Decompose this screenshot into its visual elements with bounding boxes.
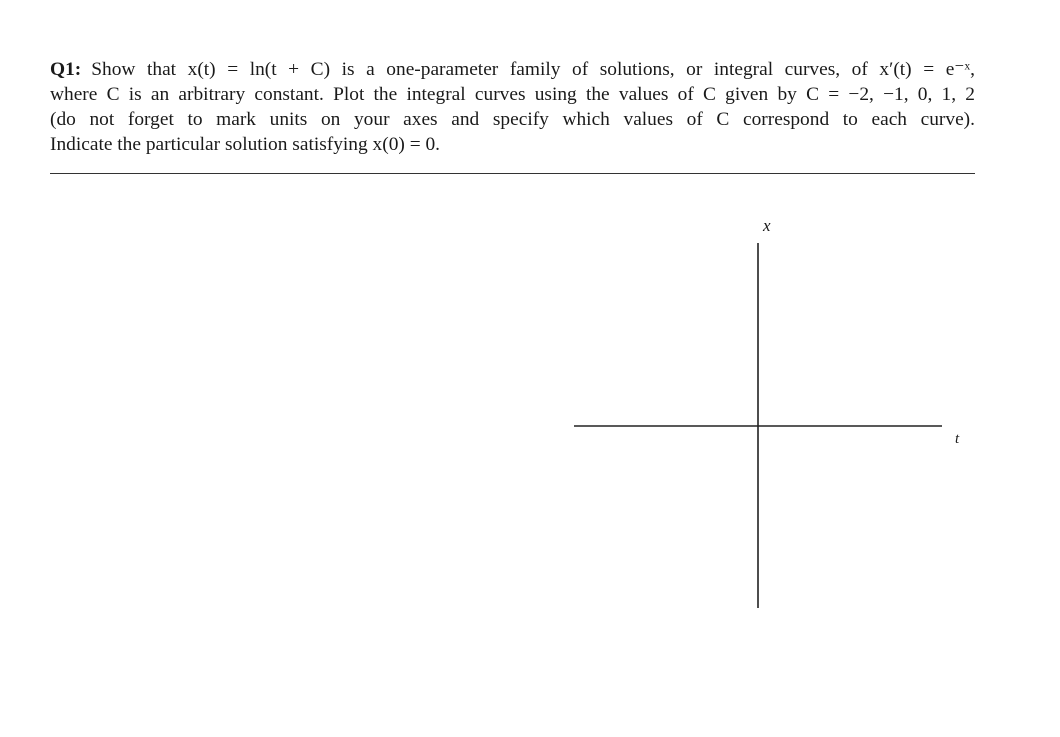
vertical-axis-label: x bbox=[763, 216, 771, 235]
question-line-4: Indicate the particular solution satisfying x(0) = 0. bbox=[50, 134, 441, 155]
question-line-2: where C is an arbitrary constant. Plot the integral curves using the values of C given by C = −2, −1, 0, 1, 2 bbox=[50, 84, 975, 105]
question-line-3: (do not forget to mark units on your axes and specify which values of C correspond to each curve). bbox=[50, 109, 975, 130]
question-label: Q1: bbox=[50, 59, 82, 80]
horizontal-axis-label: t bbox=[955, 431, 960, 447]
question-line-1-text: Show that x(t) = ln(t + C) is a one-parameter family of solutions, or integral curves, of x′(t) = e⁻ˣ, bbox=[91, 59, 975, 80]
